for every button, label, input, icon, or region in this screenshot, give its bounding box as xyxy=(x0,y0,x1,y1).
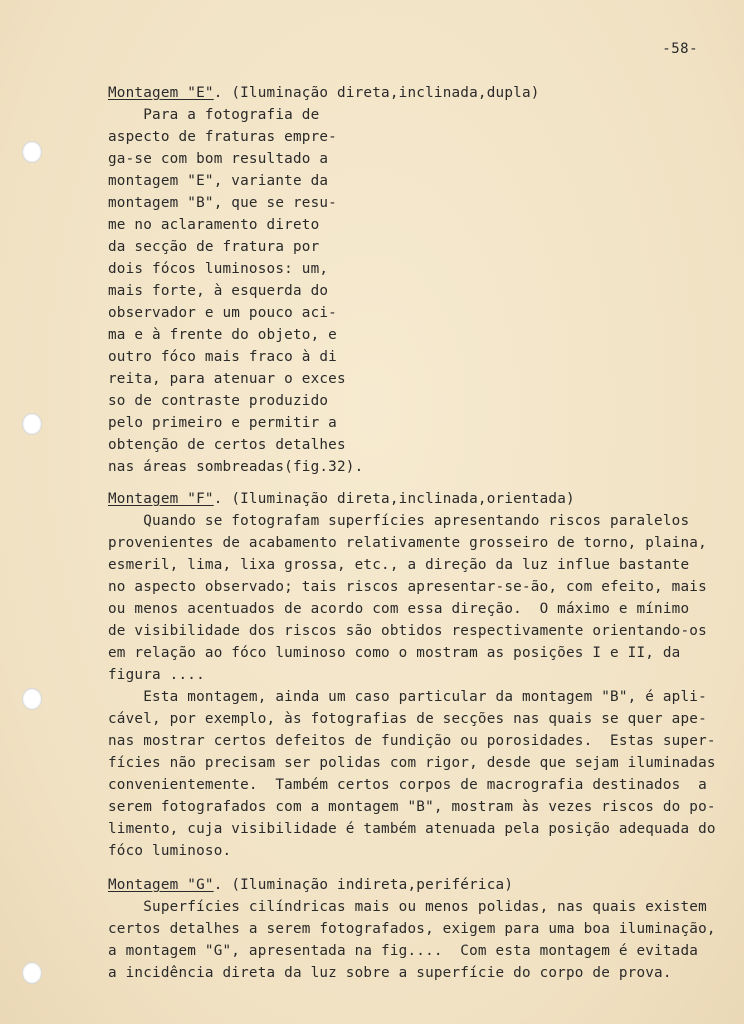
text-line: ou menos acentuados de acordo com essa direção. O máximo e mínimo xyxy=(108,601,690,617)
text-line: figura .... xyxy=(108,667,205,683)
text-line: me no aclaramento direto xyxy=(108,217,320,233)
section-heading xyxy=(108,874,513,896)
text-line: esmeril, lima, lixa grossa, etc., a direção da luz influe bastante xyxy=(108,557,690,573)
punch-hole xyxy=(22,413,42,435)
section-heading xyxy=(108,82,540,104)
text-line: outro fóco mais fraco à di xyxy=(108,349,337,365)
text-line: no aspecto observado; tais riscos apresentar-se-ão, com efeito, mais xyxy=(108,579,707,595)
text-line: nas áreas sombreadas(fig.32). xyxy=(108,459,364,475)
text-line: aspecto de fraturas empre- xyxy=(108,129,337,145)
text-line: a incidência direta da luz sobre a superfície do corpo de prova. xyxy=(108,965,672,981)
text-line: serem fotografados com a montagem "B", mostram às vezes riscos do po- xyxy=(108,799,716,815)
text-line: provenientes de acabamento relativamente grosseiro de torno, plaina, xyxy=(108,535,707,551)
text-line: pelo primeiro e permitir a xyxy=(108,415,337,431)
text-line: Quando se fotografam superfícies apresentando riscos paralelos xyxy=(108,513,690,529)
text-line: dois fócos luminosos: um, xyxy=(108,261,329,277)
text-line: observador e um pouco aci- xyxy=(108,305,337,321)
text-line: so de contraste produzido xyxy=(108,393,329,409)
text-line: convenientemente. Também certos corpos de macrografia destinados a xyxy=(108,777,707,793)
text-line: Superfícies cilíndricas mais ou menos polidas, nas quais existem xyxy=(108,899,707,915)
section-heading-name: Montagem "E" xyxy=(108,85,214,101)
text-line: de visibilidade dos riscos são obtidos respectivamente orientando-os xyxy=(108,623,707,639)
text-line: em relação ao fóco luminoso como o mostram as posições I e II, da xyxy=(108,645,681,661)
text-line: montagem "B", que se resu- xyxy=(108,195,337,211)
text-line: mais forte, à esquerda do xyxy=(108,283,329,299)
text-line: limento, cuja visibilidade é também atenuada pela posição adequada do xyxy=(108,821,716,837)
text-line: obtenção de certos detalhes xyxy=(108,437,346,453)
text-line: fícies não precisam ser polidas com rigor, desde que sejam iluminadas xyxy=(108,755,716,771)
punch-hole xyxy=(22,141,42,163)
text-line: montagem "E", variante da xyxy=(108,173,329,189)
section-heading-description: . (Iluminação direta,inclinada,dupla) xyxy=(213,85,540,101)
text-line: ma e à frente do objeto, e xyxy=(108,327,337,343)
section-heading-name: Montagem "G" xyxy=(108,877,214,893)
text-line: da secção de fratura por xyxy=(108,239,320,255)
section-heading-description: . (Iluminação direta,inclinada,orientada) xyxy=(213,491,575,507)
section-heading-description: . (Iluminação indireta,periférica) xyxy=(213,877,514,893)
text-line: cável, por exemplo, às fotografias de secções nas quais se quer ape- xyxy=(108,711,707,727)
text-line: fóco luminoso. xyxy=(108,843,232,859)
text-line: a montagem "G", apresentada na fig.... Com esta montagem é evitada xyxy=(108,943,699,959)
text-line: certos detalhes a serem fotografados, exigem para uma boa iluminação, xyxy=(108,921,716,937)
text-line: nas mostrar certos defeitos de fundição ou porosidades. Estas super- xyxy=(108,733,716,749)
text-line: Para a fotografia de xyxy=(108,107,320,123)
punch-hole xyxy=(22,962,42,984)
text-line: reita, para atenuar o exces xyxy=(108,371,346,387)
text-line: ga-se com bom resultado a xyxy=(108,151,329,167)
text-line: Esta montagem, ainda um caso particular da montagem "B", é apli- xyxy=(108,689,707,705)
section-heading xyxy=(108,488,575,510)
punch-hole xyxy=(22,688,42,710)
section-heading-name: Montagem "F" xyxy=(108,491,214,507)
page-number: -58- xyxy=(662,41,698,57)
